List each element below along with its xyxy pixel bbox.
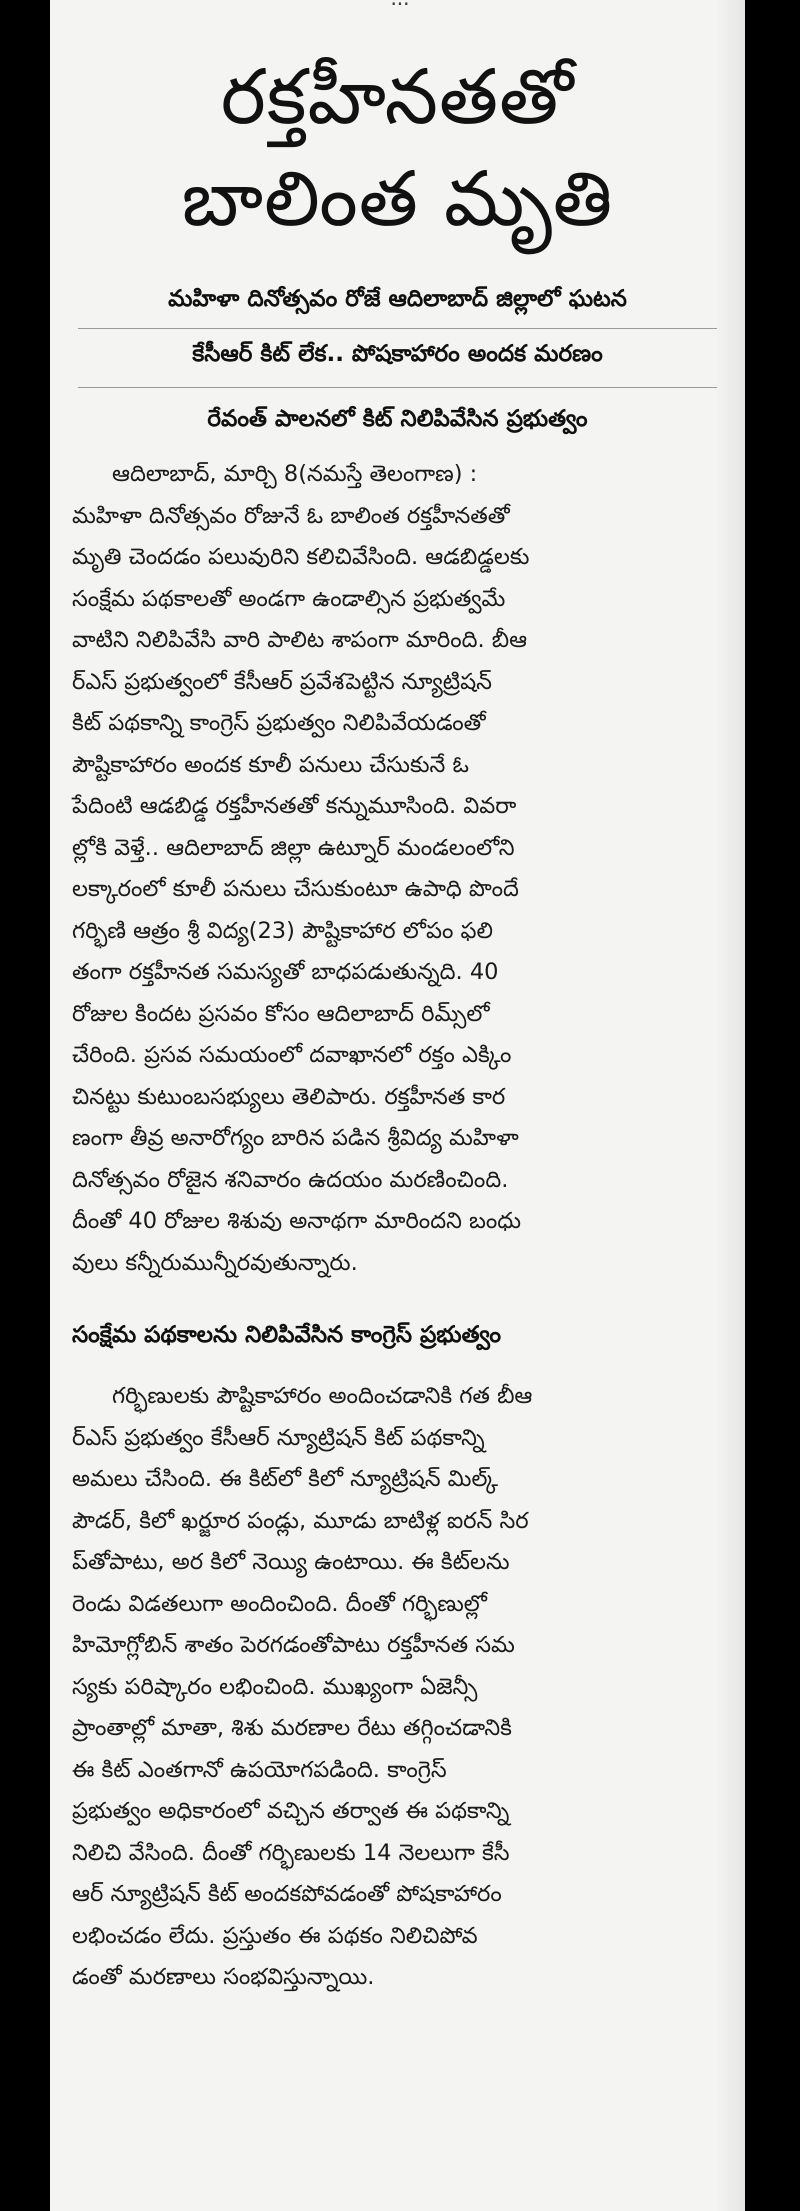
paragraph-2-line: ప్రాంతాల్లో మాతా, శిశు మరణాల రేటు తగ్గించడానికి — [72, 1715, 512, 1741]
headline — [50, 0, 745, 250]
paragraph-2-line: ర్ఎస్ ప్రభుత్వం కేసీఆర్ న్యూట్రిషన్ కిట్ పథకాన్ని — [72, 1424, 485, 1451]
paragraph-1-line: చేరింది. ప్రసవ సమయంలో దవాఖానలో రక్తం ఎక్కిం — [72, 1042, 512, 1068]
paragraph-2-line: అమలు చేసింది. ఈ కిట్‌లో కిలో న్యూట్రిషన్ మిల్క్ — [72, 1466, 499, 1492]
paragraph-1-line: సంక్షేమ పథకాలతో అండగా ఉండాల్సిన ప్రభుత్వమే — [72, 585, 506, 612]
page-edge-shadow — [715, 0, 745, 2211]
paragraph-2-line: ప్రభుత్వం అధికారంలో వచ్చిన తర్వాత ఈ పథకాన్ని — [72, 1798, 510, 1824]
subhead-1: మహిళా దినోత్సవం రోజే ఆదిలాబాద్ జిల్లాలో ఘటన — [78, 286, 717, 329]
paragraph-1-line: పేదింటి ఆడబిడ్డ రక్తహీనతతో కన్నుమూసింది. వివరా — [72, 793, 517, 819]
paragraph-1-line: ణంగా తీవ్ర అనారోగ్యం బారిన పడిన శ్రీవిద్య మహిళా — [72, 1125, 519, 1151]
paragraph-1-line: వాటిని నిలిపివేసి వారి పాలిట శాపంగా మారింది. బీఆ — [72, 627, 528, 653]
paragraph-1-line: రోజుల కిందట ప్రసవం కోసం ఆదిలాబాద్ రిమ్స్‌లో — [72, 1000, 490, 1027]
paragraph-1-line: మహిళా దినోత్సవం రోజునే ఓ బాలింత రక్తహీనతతో — [72, 502, 510, 529]
paragraph-2-line: రెండు విడతలుగా అందించింది. దీంతో గర్భిణుల్లో — [72, 1590, 487, 1617]
paragraph-2-line: డంతో మరణాలు సంభవిస్తున్నాయి. — [72, 1964, 375, 1990]
paragraph-2-line: ఆర్ న్యూట్రిషన్ కిట్ అందకపోవడంతో పోషకాహారం — [72, 1881, 502, 1907]
paragraph-1-line: దీంతో 40 రోజుల శిశువు అనాథగా మారిందని బంధు — [72, 1208, 521, 1234]
paragraph-2-line: స్యకు పరిష్కారం లభించింది. ముఖ్యంగా ఏజెన్సీ — [72, 1673, 478, 1700]
headline-line-2: బాలింత మృతి — [181, 154, 614, 243]
paragraph-1-line: ర్ఎస్ ప్రభుత్వంలో కేసీఆర్ ప్రవేశపెట్టిన న్యూట్రిషన్ — [72, 668, 492, 695]
paragraph-2-line: పౌడర్, కిలో ఖర్జూర పండ్లు, మూడు బాటిళ్ల ఐరన్ సిర — [72, 1507, 529, 1534]
subhead-2: కేసీఆర్ కిట్ లేక.. పోషకాహారం అందక మరణం — [78, 329, 717, 388]
paragraph-2-line: లభించడం లేదు. ప్రస్తుతం ఈ పథకం నిలిచిపోవ — [72, 1922, 478, 1949]
paragraph-2-line: ప్‌తోపాటు, అర కిలో నెయ్యి ఉంటాయి. ఈ కిట్‌లను — [72, 1549, 510, 1575]
paragraph-1-line: ఆదిలాబాద్, మార్చి 8(నమస్తే తెలంగాణ) : — [112, 461, 478, 487]
paragraph-2-line: గర్భిణులకు పౌష్టికాహారం అందించడానికి గత బీఆ — [112, 1383, 533, 1409]
paragraph-1-line: తంగా రక్తహీనత సమస్యతో బాధపడుతున్నది. 40 — [72, 959, 499, 985]
paragraph-1-line: మృతి చెందడం పలువురిని కలిచివేసింది. ఆడబిడ్డలకు — [72, 544, 530, 570]
paragraph-1-line: గర్భిణి ఆత్రం శ్రీ విద్య(23) పౌష్టికాహార లోపం ఫలి — [72, 917, 493, 944]
paragraph-1 — [72, 454, 723, 1284]
subhead-4: సంక్షేమ పథకాలను నిలిపివేసిన కాంగ్రెస్ ప్రభుత్వం — [72, 1322, 502, 1348]
paragraph-2-line: నిలిచి వేసింది. దీంతో గర్భిణులకు 14 నెలలుగా కేసీ — [72, 1839, 510, 1866]
paragraph-1-line: ల్లోకి వెళ్తే.. ఆదిలాబాద్ జిల్లా ఉట్నూర్ మండలంలోని — [72, 834, 515, 861]
paragraph-2 — [72, 1376, 723, 1999]
newspaper-clipping — [50, 0, 745, 2211]
paragraph-2-line: హిమోగ్లోబిన్ శాతం పెరగడంతోపాటు రక్తహీనత సమ — [72, 1632, 515, 1658]
headline-line-1: రక్తహీనతతో — [220, 52, 575, 141]
paragraph-1-line: చినట్టు కుటుంబసభ్యులు తెలిపారు. రక్తహీనత కార — [72, 1083, 506, 1110]
paragraph-1-line: పౌష్టికాహారం అందక కూలీ పనులు చేసుకునే ఓ — [72, 751, 469, 778]
paragraph-1-line: లక్కారంలో కూలీ పనులు చేసుకుంటూ ఉపాధి పొందే — [72, 876, 519, 902]
paragraph-1-line: కిట్ పథకాన్ని కాంగ్రెస్ ప్రభుత్వం నిలిపివేయడంతో — [72, 710, 486, 736]
kicker-cut-off — [210, 0, 590, 8]
subhead-3: రేవంత్ పాలనలో కిట్ నిలిపివేసిన ప్రభుత్వం — [207, 406, 588, 432]
paragraph-1-line: దినోత్సవం రోజైన శనివారం ఉదయం మరణించింది. — [72, 1166, 509, 1193]
paragraph-2-line: ఈ కిట్ ఎంతగానో ఉపయోగపడింది. కాంగ్రెస్ — [72, 1756, 447, 1783]
paragraph-1-line: వులు కన్నీరుమున్నీరవుతున్నారు. — [72, 1249, 358, 1276]
